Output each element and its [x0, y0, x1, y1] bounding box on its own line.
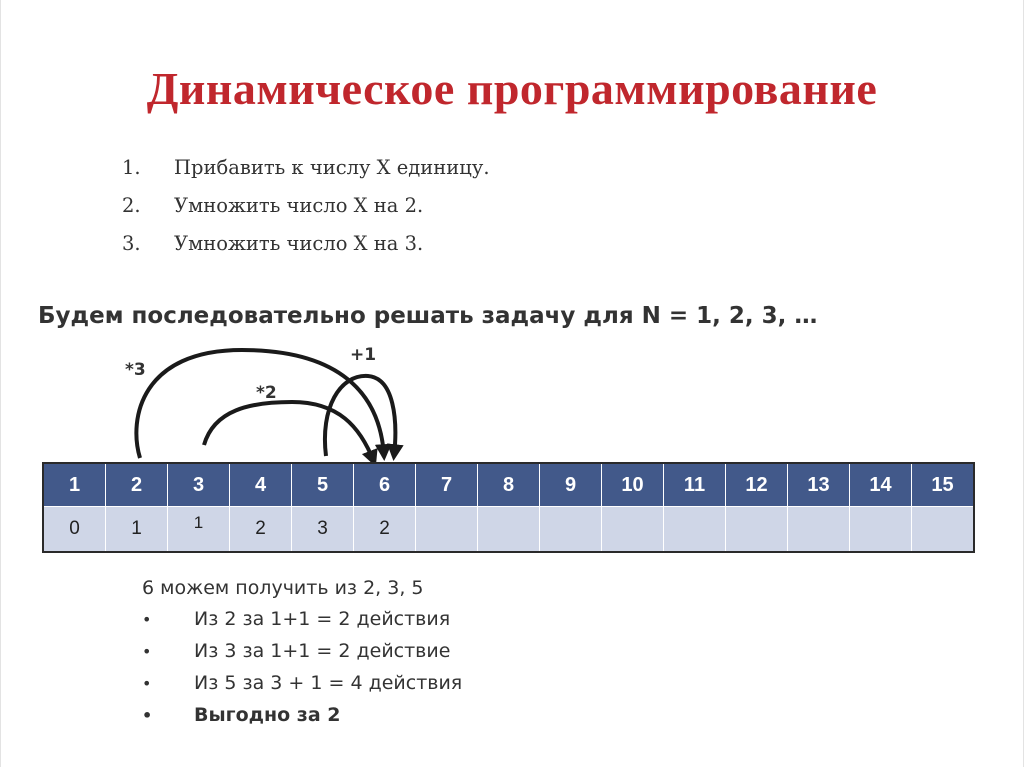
bullet-icon: • — [142, 673, 152, 693]
index-cell: 15 — [912, 463, 975, 507]
index-cell: 10 — [602, 463, 664, 507]
index-cell: 3 — [168, 463, 230, 507]
index-cell: 2 — [106, 463, 168, 507]
notes-header: 6 можем получить из 2, 3, 5 — [142, 577, 424, 599]
value-cell — [664, 507, 726, 553]
value-cell — [478, 507, 540, 553]
value-cell — [602, 507, 664, 553]
dp-table — [42, 462, 975, 553]
value-cell — [788, 507, 850, 553]
arrow-label-times3: *3 — [125, 360, 146, 380]
index-row — [43, 463, 974, 507]
value-cell — [416, 507, 478, 553]
arrow-label-times2: *2 — [256, 383, 277, 403]
notes-item-text: Из 3 за 1+1 = 2 действие — [194, 640, 451, 662]
value-cell: 1 — [106, 507, 168, 553]
index-cell: 4 — [230, 463, 292, 507]
index-cell: 12 — [726, 463, 788, 507]
operation-item — [122, 148, 490, 186]
operation-number: 1. — [122, 155, 141, 179]
value-row — [43, 507, 974, 553]
operation-text: Умножить число X на 2. — [174, 193, 424, 217]
value-cell — [540, 507, 602, 553]
operation-number: 2. — [122, 193, 141, 217]
arrow-label-plus1: +1 — [350, 345, 377, 365]
index-cell: 8 — [478, 463, 540, 507]
bullet-icon: • — [142, 609, 152, 629]
index-cell: 13 — [788, 463, 850, 507]
value-cell: 0 — [43, 507, 106, 553]
value-cell — [726, 507, 788, 553]
operations-list — [122, 148, 490, 262]
notes-item-text: Из 2 за 1+1 = 2 действия — [194, 608, 451, 630]
index-cell: 7 — [416, 463, 478, 507]
index-cell: 5 — [292, 463, 354, 507]
notes-item-conclusion — [142, 699, 462, 731]
bullet-icon: • — [142, 705, 153, 725]
operation-text: Прибавить к числу X единицу. — [174, 155, 490, 179]
index-cell: 6 — [354, 463, 416, 507]
index-cell: 11 — [664, 463, 726, 507]
subtitle: Будем последовательно решать задачу для N = 1, 2, 3, … — [38, 303, 818, 329]
index-cell: 1 — [43, 463, 106, 507]
value-cell: 3 — [292, 507, 354, 553]
value-cell — [850, 507, 912, 553]
bullet-icon: • — [142, 641, 152, 661]
notes-item — [142, 667, 462, 699]
index-cell: 14 — [850, 463, 912, 507]
value-cell: 2 — [354, 507, 416, 553]
value-cell: 1 — [168, 507, 230, 553]
value-cell: 2 — [230, 507, 292, 553]
notes-block — [142, 573, 462, 731]
value-cell — [912, 507, 975, 553]
slide-title: Динамическое программирование — [146, 63, 878, 114]
notes-item-text: Из 5 за 3 + 1 = 4 действия — [194, 672, 463, 694]
operation-item — [122, 224, 490, 262]
index-cell: 9 — [540, 463, 602, 507]
operation-text: Умножить число X на 3. — [174, 231, 424, 255]
notes-item — [142, 603, 462, 635]
notes-item — [142, 635, 462, 667]
notes-item-text: Выгодно за 2 — [194, 704, 341, 726]
notes-list — [142, 603, 462, 731]
operation-number: 3. — [122, 231, 141, 255]
operation-item — [122, 186, 490, 224]
